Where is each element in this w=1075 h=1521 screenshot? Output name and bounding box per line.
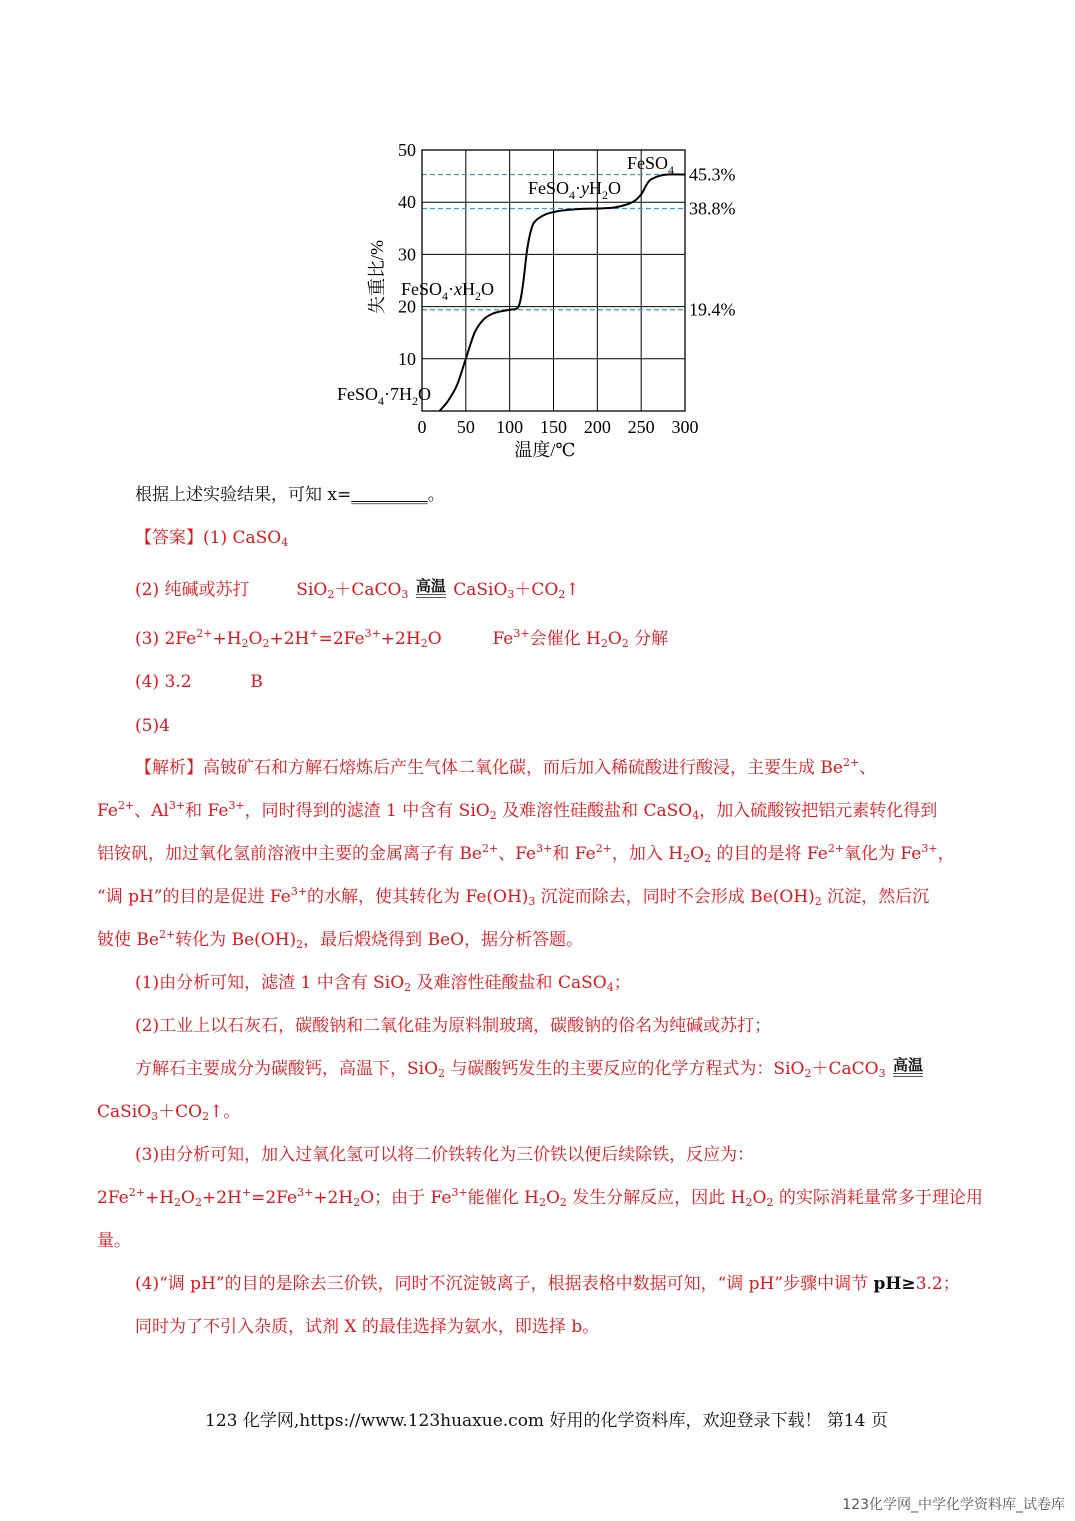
- analysis-step-4b: [135, 1315, 599, 1339]
- answer-line-3: [135, 627, 668, 651]
- phase-label: $FeSO_4\cdot 7H_2O$: [337, 384, 432, 408]
- t: (3)由分析可知，加入过氧化氢可以将二价铁转化为三价铁以便后续除铁，反应为：: [135, 1145, 755, 1165]
- t: 、: [859, 758, 877, 778]
- phase-label: $FeSO_4\cdot xH_2O$: [401, 279, 495, 303]
- sup: +: [309, 627, 319, 640]
- t: 转化为 Be(OH): [175, 930, 297, 950]
- t: +2H: [201, 1188, 242, 1208]
- t: 3.2；: [915, 1274, 960, 1294]
- reference-label: 19.4%: [689, 299, 736, 320]
- eq: ＋CaCO: [334, 580, 402, 600]
- sub: 2: [683, 852, 691, 865]
- thermogravimetric-chart: [325, 130, 765, 465]
- sup: 2+: [827, 842, 845, 855]
- sup: 2+: [842, 756, 860, 769]
- sub: 2: [420, 637, 428, 650]
- t: (4)“调 pH”的目的是除去三价铁，同时不沉淀铍离子，根据表格中数据可知，“调 pH”步骤中调节: [135, 1274, 874, 1294]
- site-watermark: 123化学网_中学化学资料库_试卷库: [842, 1497, 1065, 1513]
- sup: 3+: [921, 842, 938, 855]
- t: O: [752, 1188, 767, 1208]
- analysis-tag: 【解析】: [135, 758, 203, 778]
- t: 能催化 H: [467, 1188, 539, 1208]
- sub: 2: [327, 588, 335, 601]
- t: ；: [613, 973, 631, 993]
- t: 铍使 Be: [97, 930, 159, 950]
- sub: 2: [241, 637, 249, 650]
- y-tick-label: 30: [398, 244, 416, 265]
- condition-high-temp: 高温: [892, 1056, 923, 1074]
- t: 量。: [97, 1231, 131, 1251]
- sub: 2: [814, 895, 822, 908]
- analysis-line-2: [97, 799, 937, 823]
- sub: 3: [507, 588, 515, 601]
- reference-labels: [689, 165, 736, 320]
- answer-line-2: [135, 578, 580, 602]
- analysis-line-4: [97, 885, 929, 909]
- eq: (3) 2Fe: [135, 629, 197, 649]
- t: pH≥: [873, 1274, 916, 1294]
- analysis-step-3: [135, 1143, 754, 1167]
- t: 及难溶性硅酸盐和 CaSO: [496, 801, 693, 821]
- sub: 4: [606, 981, 614, 994]
- answer-5: (5)4: [135, 716, 170, 736]
- sub: 4: [692, 809, 700, 822]
- t: Fe: [97, 801, 118, 821]
- answer-line-1: [135, 526, 288, 550]
- t: 的水解，使其转化为 Fe(OH): [307, 887, 529, 907]
- answer-line-5: [135, 714, 170, 738]
- answer-4-choice: B: [250, 672, 263, 692]
- sub: 2: [621, 637, 629, 650]
- sup: 2+: [481, 842, 499, 855]
- phase-label: FeSO$_4$: [627, 153, 675, 177]
- x-tick-label: 50: [456, 417, 475, 437]
- eq: +H: [212, 629, 242, 649]
- t: 、Fe: [498, 844, 537, 864]
- question-line: [135, 483, 445, 507]
- sub: 2: [538, 1196, 546, 1209]
- eq: +2H: [269, 629, 310, 649]
- t: 和 Fe: [552, 844, 596, 864]
- analysis-step-1: [135, 971, 631, 995]
- sup: 2+: [128, 1186, 145, 1199]
- note: O: [607, 629, 622, 649]
- phase-annotations: [337, 153, 674, 408]
- t: 、Al: [134, 801, 169, 821]
- t: ，: [937, 844, 955, 864]
- sub: 2: [600, 637, 608, 650]
- sub: 3: [528, 895, 536, 908]
- eq: O: [248, 629, 263, 649]
- y-axis-label: 失重比/%: [367, 240, 387, 314]
- eq: O: [427, 629, 442, 649]
- reference-label: 38.8%: [689, 198, 736, 219]
- sub: 2: [745, 1196, 753, 1209]
- t: 与碳酸钙发生的主要反应的化学方程式为：SiO: [445, 1059, 805, 1079]
- t: ，最后煅烧得到 BeO，据分析答题。: [303, 930, 584, 950]
- sub: 3: [151, 1110, 159, 1123]
- t: 及难溶性硅酸盐和 CaSO: [411, 973, 607, 993]
- t: (2)工业上以石灰石，碳酸钠和二氧化硅为原料制玻璃，碳酸钠的俗名为纯碱或苏打；: [135, 1016, 772, 1036]
- sup: 2+: [117, 799, 135, 812]
- reference-label: 45.3%: [689, 164, 736, 185]
- t: 氧化为 Fe: [844, 844, 922, 864]
- sup: 3+: [228, 799, 245, 812]
- eq: CaSiO: [453, 580, 508, 600]
- sub: 2: [296, 938, 304, 951]
- t: (1)由分析可知，滤渣 1 中含有 SiO: [135, 973, 405, 993]
- t: 的目的是将 Fe: [711, 844, 828, 864]
- analysis-step-2b: [135, 1057, 925, 1081]
- t: 高铍矿石和方解石熔炼后产生气体二氧化碳，而后加入稀硫酸进行酸浸，主要生成 Be: [203, 758, 843, 778]
- t: +2H: [313, 1188, 354, 1208]
- analysis-step-3b: [97, 1186, 983, 1210]
- sup: 3+: [290, 885, 308, 898]
- y-tick-label: 20: [398, 296, 416, 317]
- sup: 3+: [168, 799, 186, 812]
- x-axis-label: 温度/℃: [514, 440, 576, 460]
- analysis-step-4: [135, 1272, 960, 1296]
- sub: 2: [194, 1196, 202, 1209]
- t: =2Fe: [251, 1188, 298, 1208]
- sub: 2: [559, 1196, 567, 1209]
- sup: 3+: [536, 842, 553, 855]
- t: 沉淀，然后沉: [821, 887, 930, 907]
- sup: 3+: [297, 1186, 314, 1199]
- answer-blank: _________: [351, 485, 428, 505]
- t: 同时为了不引入杂质，试剂 X 的最佳选择为氨水，即选择 b。: [135, 1317, 600, 1337]
- t: 沉淀而除去，同时不会形成 Be(OH): [535, 887, 815, 907]
- note: 会催化 H: [529, 629, 601, 649]
- sub: 2: [174, 1196, 182, 1209]
- sub: 2: [766, 1196, 774, 1209]
- answer-1: (1) CaSO: [203, 528, 282, 548]
- sup: 2+: [595, 842, 612, 855]
- t: O: [690, 844, 705, 864]
- analysis-step-3c: [97, 1229, 131, 1253]
- t: ↑。: [209, 1102, 241, 1122]
- sup: 3+: [451, 1186, 468, 1199]
- eq: SiO: [296, 580, 328, 600]
- answer-tag: 【答案】: [135, 528, 203, 548]
- eq: ＋CO: [514, 580, 559, 600]
- note: 分解: [628, 629, 669, 649]
- sub: 2: [438, 1067, 446, 1080]
- t: 铝铵矾，加过氧化氢前溶液中主要的金属离子有 Be: [97, 844, 482, 864]
- t: O: [545, 1188, 560, 1208]
- analysis-step-2c: [97, 1100, 240, 1124]
- sub: 3: [878, 1067, 886, 1080]
- sup: 3+: [364, 627, 381, 640]
- t: 的实际消耗量常多于理论用: [773, 1188, 983, 1208]
- y-tick-label: 40: [398, 192, 416, 213]
- x-tick-label: 150: [540, 417, 567, 437]
- analysis-step-2: [135, 1014, 771, 1038]
- t: ＋CO: [158, 1102, 203, 1122]
- page-footer: 123 化学网,https://www.123huaxue.com 好用的化学资料库，欢迎登录下载！ 第14 页: [205, 1411, 888, 1431]
- t: 2Fe: [97, 1188, 129, 1208]
- sub: 2: [353, 1196, 361, 1209]
- question-end: 。: [427, 485, 445, 505]
- t: 发生分解反应，因此 H: [566, 1188, 746, 1208]
- sub: 2: [558, 588, 566, 601]
- sub: 2: [489, 809, 497, 822]
- analysis-line-3: [97, 842, 955, 866]
- x-tick-label: 200: [583, 417, 611, 437]
- y-tick-label: 50: [398, 140, 416, 160]
- answer-line-4: [135, 670, 263, 694]
- x-tick-label: 300: [671, 417, 699, 437]
- eq: =2Fe: [318, 629, 365, 649]
- sup: 3+: [513, 627, 530, 640]
- t: 方解石主要成分为碳酸钙，高温下，SiO: [135, 1059, 439, 1079]
- sub: 2: [262, 637, 270, 650]
- sub: 2: [804, 1067, 812, 1080]
- t: ，加入 H: [611, 844, 684, 864]
- t: +H: [144, 1188, 175, 1208]
- analysis-line-1: [135, 756, 876, 780]
- x-tick-label: 250: [627, 417, 655, 437]
- t: “调 pH”的目的是促进 Fe: [97, 887, 291, 907]
- phase-label: $FeSO_4\cdot yH_2O$: [528, 178, 622, 202]
- y-tick-label: 10: [398, 348, 416, 369]
- analysis-line-5: [97, 928, 583, 952]
- x-tick-label: 0: [417, 417, 427, 437]
- condition-high-temp: 高温: [415, 577, 446, 595]
- t: O: [181, 1188, 195, 1208]
- t: CaSiO: [97, 1102, 152, 1122]
- sub: 4: [281, 536, 289, 549]
- sup: +: [241, 1186, 252, 1199]
- t: ＋CaCO: [811, 1059, 879, 1079]
- t: ，加入硫酸铵把铝元素转化得到: [699, 801, 938, 821]
- x-tick-label: 100: [496, 417, 524, 437]
- sup: 2+: [158, 928, 176, 941]
- t: 和 Fe: [185, 801, 229, 821]
- answer-4: (4) 3.2: [135, 672, 192, 692]
- sub: 3: [401, 588, 409, 601]
- t: ，同时得到的滤渣 1 中含有 SiO: [244, 801, 490, 821]
- t: O；由于 Fe: [360, 1188, 452, 1208]
- sup: 2+: [196, 627, 213, 640]
- note: Fe: [492, 629, 514, 649]
- eq: ↑: [565, 580, 580, 600]
- question-text: 根据上述实验结果，可知 x=: [135, 485, 352, 505]
- answer-2: (2) 纯碱或苏打: [135, 580, 250, 600]
- sub: 2: [704, 852, 712, 865]
- sub: 2: [404, 981, 412, 994]
- eq: +2H: [380, 629, 421, 649]
- sub: 2: [202, 1110, 210, 1123]
